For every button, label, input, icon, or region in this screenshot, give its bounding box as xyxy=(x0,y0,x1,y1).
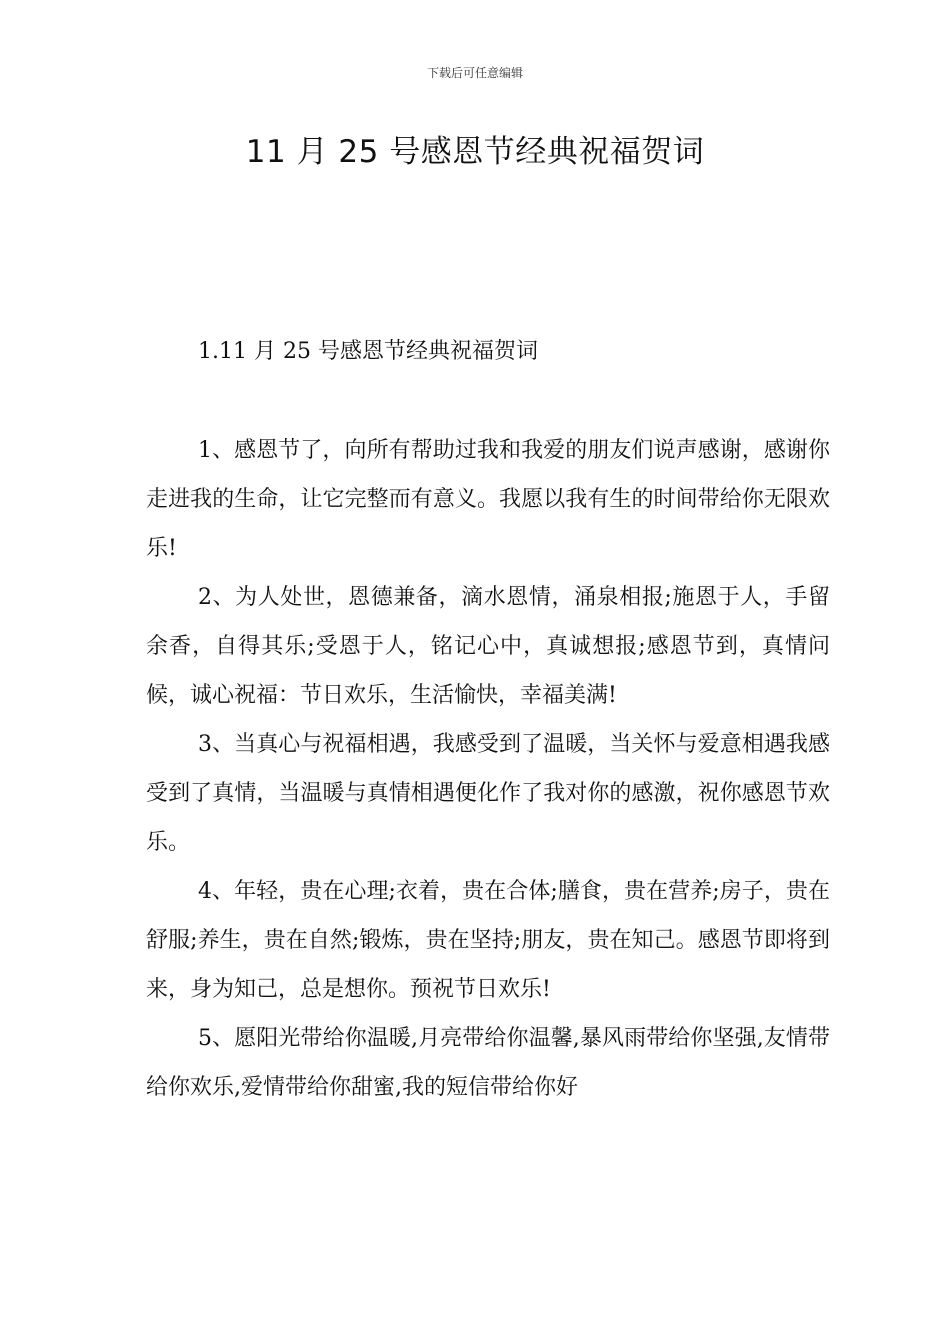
paragraph-3: 3、当真心与祝福相遇，我感受到了温暖，当关怀与爱意相遇我感受到了真情，当温暖与真情相遇便化作了我对你的感激，祝你感恩节欢乐。 xyxy=(146,732,830,855)
paragraph-1: 1、感恩节了，向所有帮助过我和我爱的朋友们说声感谢，感谢你走进我的生命，让它完整而有意义。我愿以我有生的时间带给你无限欢乐! xyxy=(146,438,830,561)
paragraph-4: 4、年轻，贵在心理;衣着，贵在合体;膳食，贵在营养;房子，贵在舒服;养生，贵在自然;锻炼，贵在坚持;朋友，贵在知己。感恩节即将到来，身为知己，总是想你。预祝节日欢乐! xyxy=(146,879,830,1002)
body-text xyxy=(146,426,830,1112)
header-note: 下载后可任意编辑 xyxy=(426,66,523,80)
section-subtitle: 1.11 月 25 号感恩节经典祝福贺词 xyxy=(198,339,538,364)
document-title: 11 月 25 号感恩节经典祝福贺词 xyxy=(245,134,705,170)
paragraph-5: 5、愿阳光带给你温暖,月亮带给你温馨,暴风雨带给你坚强,友情带给你欢乐,爱情带给你甜蜜,我的短信带给你好 xyxy=(146,1026,830,1100)
paragraph-2: 2、为人处世，恩德兼备，滴水恩情，涌泉相报;施恩于人，手留余香，自得其乐;受恩于人，铭记心中，真诚想报;感恩节到，真情问候，诚心祝福：节日欢乐，生活愉快，幸福美满! xyxy=(146,585,830,708)
